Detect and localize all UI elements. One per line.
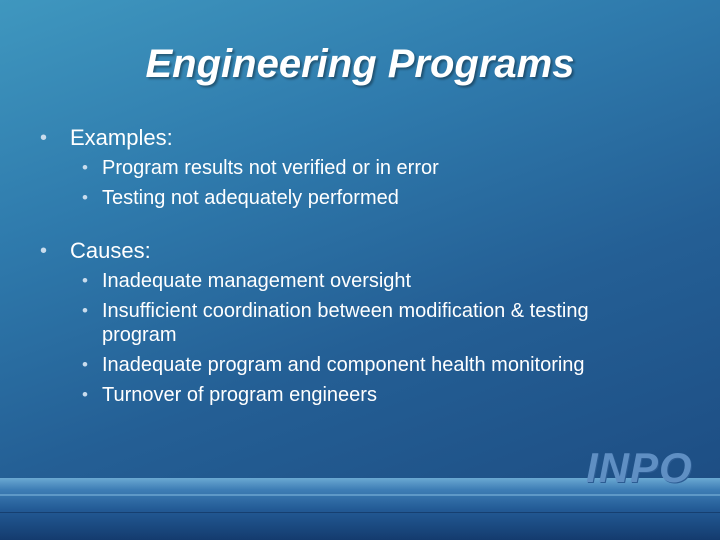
- list-item-text: Insufficient coordination between modification & testing program: [102, 300, 589, 346]
- list-item: [70, 299, 612, 347]
- bullet-icon: •: [82, 188, 88, 207]
- section-label: Examples:: [70, 125, 173, 150]
- bullet-icon: •: [40, 127, 48, 149]
- list-item-text: Program results not verified or in error: [102, 157, 439, 179]
- bullet-list: [40, 125, 640, 407]
- list-item-text: Testing not adequately performed: [102, 187, 399, 209]
- sub-bullet-list: [70, 269, 640, 407]
- bullet-icon: •: [82, 301, 88, 320]
- bullet-icon: •: [82, 271, 88, 290]
- sub-bullet-list: [70, 156, 640, 210]
- section-examples: [40, 125, 640, 210]
- list-item: [70, 156, 612, 180]
- footer-highlight-line: [0, 494, 720, 496]
- list-item: [70, 353, 612, 377]
- slide-title: Engineering Programs: [145, 42, 575, 86]
- list-item: [70, 186, 612, 210]
- list-item: [70, 269, 612, 293]
- bullet-icon: •: [82, 355, 88, 374]
- list-item-text: Inadequate program and component health monitoring: [102, 354, 585, 376]
- bullet-icon: •: [82, 158, 88, 177]
- list-item-text: Inadequate management oversight: [102, 270, 412, 292]
- footer-shadow-line: [0, 512, 720, 513]
- bullet-icon: •: [82, 385, 88, 404]
- list-item-text: Turnover of program engineers: [102, 384, 377, 406]
- inpo-logo: INPO: [586, 444, 693, 491]
- section-label: Causes:: [70, 238, 151, 263]
- section-causes: [40, 238, 640, 407]
- list-item: [70, 383, 612, 407]
- bullet-icon: •: [40, 240, 48, 262]
